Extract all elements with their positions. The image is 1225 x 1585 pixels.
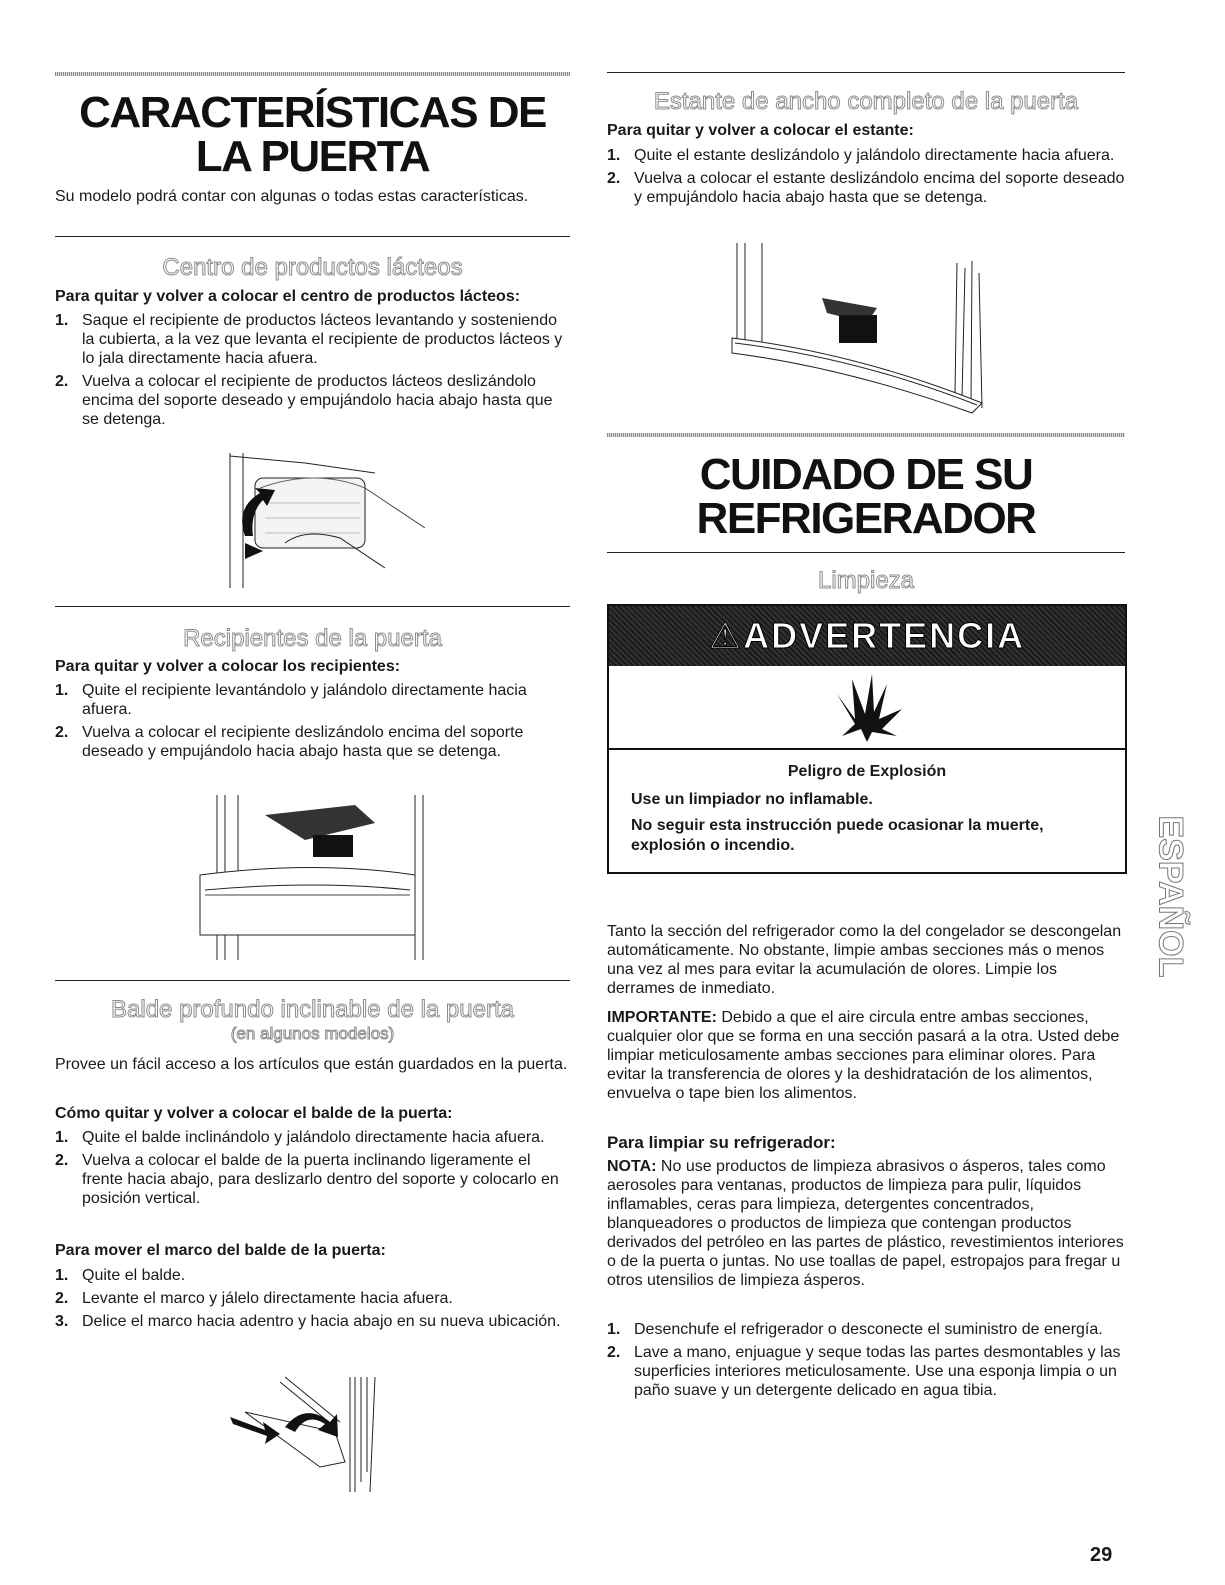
warning-title: Peligro de Explosión — [787, 763, 947, 780]
clean-steps — [607, 1320, 1125, 1404]
dairy-heading: Centro de productos lácteos — [162, 254, 463, 281]
list-item: 1. Quite el estante deslizándolo y jalándolo directamente hacia afuera. — [607, 147, 1115, 164]
bins-subheading: Para quitar y volver a colocar los recipientes: — [55, 658, 401, 675]
door-shelf-illustration — [727, 243, 997, 415]
warning-line1: Use un limpiador no inflamable. — [631, 791, 873, 808]
list-item: 1. Desenchufe el refrigerador o desconecte el suministro de energía. — [607, 1321, 1103, 1338]
section-divider — [607, 72, 1125, 73]
list-item: 1. Saque el recipiente de productos lácteos levantando y sosteniendo la cubierta, a la vez que levanta el recipiente de productos lácteos y lo jala directamente hacia afuera. — [55, 312, 563, 367]
shelf-steps — [607, 146, 1125, 211]
door-bin-illustration — [195, 795, 435, 965]
shelf-subheading: Para quitar y volver a colocar el estante: — [607, 122, 914, 139]
section-divider — [55, 980, 570, 981]
mid-halftone-rule — [607, 433, 1125, 437]
frame-steps — [55, 1266, 570, 1335]
warning-line2: No seguir esta instrucción puede ocasionar la muerte, explosión o incendio. — [631, 817, 1044, 854]
page-number: 29 — [1090, 1544, 1113, 1566]
dairy-subheading: Para quitar y volver a colocar el centro de productos lácteos: — [55, 288, 521, 305]
section-divider — [55, 606, 570, 607]
warning-box — [607, 604, 1127, 874]
cleaning-paragraph: Tanto la sección del refrigerador como la del congelador se descongelan automáticamente. No obstante, limpie ambas secciones más o menos una vez al mes para evitar la acumulación de olores. Limpie los derrames de inmediato. — [607, 923, 1122, 997]
top-halftone-rule — [55, 72, 570, 76]
list-item: 2. Lave a mano, enjuague y seque todas las partes desmontables y las superficies interiores meticulosamente. Use una esponja limpia o un paño suave y un detergente delicado en agua tibia. — [607, 1344, 1121, 1399]
warning-header: ⚠ADVERTENCIA — [609, 606, 1125, 666]
warning-icon-area — [609, 666, 1125, 750]
page-title-line1: CARACTERÍSTICAS DE — [79, 88, 546, 137]
dairy-center-illustration — [225, 448, 425, 593]
warning-text — [609, 750, 1125, 872]
shelf-heading: Estante de ancho completo de la puerta — [653, 88, 1079, 115]
list-item: 1. Quite el balde inclinándolo y jalándolo directamente hacia afuera. — [55, 1129, 545, 1146]
care-title-line1: CUIDADO DE SU — [699, 450, 1033, 499]
list-item: 2. Vuelva a colocar el recipiente deslizándolo encima del soporte deseado y empujándolo hacia abajo hasta que se detenga. — [55, 724, 524, 760]
bins-steps — [55, 681, 570, 765]
important-paragraph: IMPORTANTE: Debido a que el aire circula entre ambas secciones, cualquier olor que se forma en una sección pasará a la otra. Usted debe limpiar meticulosamente ambas secciones para eliminar olores. Para evitar la transferencia de olores y la deshidratación de los alimentos, envuelva o tape bien los alimentos. — [607, 1009, 1120, 1102]
clean-subheading: Para limpiar su refrigerador: — [607, 1133, 836, 1152]
list-item: 2. Vuelva a colocar el balde de la puerta inclinando ligeramente el frente hacia abajo, para deslizarlo dentro del soporte y colocarlo en posición vertical. — [55, 1152, 559, 1207]
frame-subheading: Para mover el marco del balde de la puerta: — [55, 1242, 386, 1259]
page-title-line2: LA PUERTA — [195, 132, 430, 181]
tilt-bin-heading: Balde profundo inclinable de la puerta — [111, 996, 514, 1023]
section-divider — [55, 236, 570, 237]
section-divider — [607, 552, 1125, 553]
tilt-bin-models-note: (en algunos modelos) — [230, 1024, 395, 1043]
bins-heading: Recipientes de la puerta — [183, 625, 442, 652]
language-tab-label: ESPAÑOL — [1151, 815, 1190, 978]
care-title-line2: REFRIGERADOR — [696, 494, 1036, 543]
tilt-bin-subheading: Cómo quitar y volver a colocar el balde de la puerta: — [55, 1105, 453, 1122]
dairy-steps — [55, 311, 570, 433]
tilt-bin-steps — [55, 1128, 570, 1212]
language-side-tab — [1151, 815, 1191, 978]
list-item: 1. Quite el recipiente levantándolo y jalándolo directamente hacia afuera. — [55, 682, 527, 718]
list-item: 2. Vuelva a colocar el estante deslizándolo encima del soporte deseado y empujándolo hacia abajo hasta que se detenga. — [607, 170, 1125, 206]
cleaning-heading: Limpieza — [817, 567, 915, 594]
explosion-icon — [827, 674, 907, 744]
list-item: 2. Levante el marco y jálelo directamente hacia afuera. — [55, 1290, 453, 1307]
list-item: 2. Vuelva a colocar el recipiente de productos lácteos deslizándolo encima del soporte deseado y empujándolo hacia abajo hasta que se detenga. — [55, 373, 553, 428]
list-item: 1. Quite el balde. — [55, 1267, 186, 1284]
note-paragraph: NOTA: No use productos de limpieza abrasivos o ásperos, tales como aerosoles para ventanas, productos de limpieza para pulir, líquidos inflamables, ceras para limpieza, detergentes concentrados, blanqueadores o productos de limpieza que contengan productos derivados del petróleo en las partes de plástico, revestimientos interiores o de la puerta o juntas. No use toallas de papel, estropajos para fregar u otros utensilios de limpieza ásperos. — [607, 1158, 1124, 1289]
tilt-bin-intro: Provee un fácil acceso a los artículos que están guardados en la puerta. — [55, 1056, 568, 1073]
intro-text: Su modelo podrá contar con algunas o todas estas características. — [55, 188, 529, 205]
tilt-bin-illustration — [225, 1372, 405, 1497]
list-item: 3. Delice el marco hacia adentro y hacia abajo en su nueva ubicación. — [55, 1313, 561, 1330]
warning-triangle-icon: ⚠ — [708, 615, 744, 656]
